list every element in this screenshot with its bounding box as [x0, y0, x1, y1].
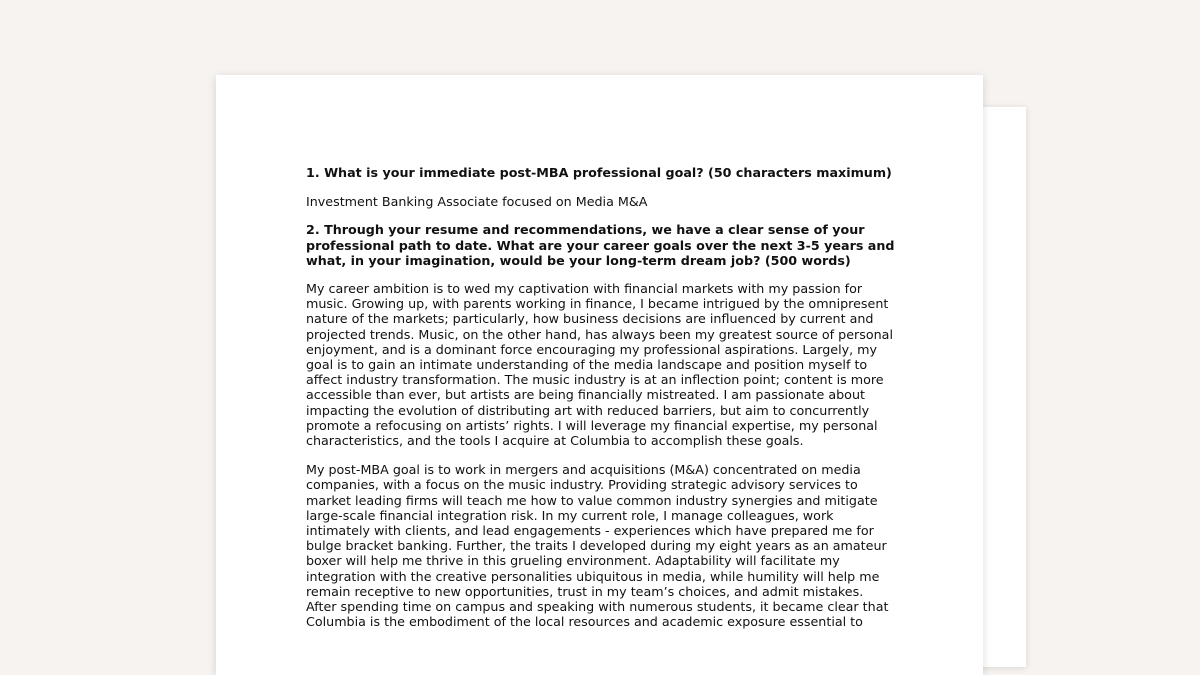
essay-paragraph-2: My post-MBA goal is to work in mergers and acquisitions (M&A) concentrated on media companies, with a focus on the music industry. Providing strategic advisory services to market leading firms will teach me how to value common industry synergies and mitigate large-scale financial integration risk. In my current role, I manage colleagues, work intimately with clients, and lead engagements - experiences which have prepared me for bulge bracket banking. Further, the traits I developed during my eight years as an amateur boxer will help me thrive in this grueling environment. Adaptability will facilitate my integration with the creative personalities ubiquitous in media, while humility will help me remain receptive to new opportunities, trust in my team’s choices, and admit mistakes. After spending time on campus and speaking with numerous students, it became clear that Columbia is the embodiment of the local resources and academic exposure essential to: [306, 462, 889, 630]
essay-paragraph-1: My career ambition is to wed my captivation with financial markets with my passion for music. Growing up, with parents working in finance, I became intrigued by the omnipresent nature of the markets; particularly, how business decisions are influenced by current and projected trends. Music, on the other hand, has always been my greatest source of personal enjoyment, and is a dominant force encouraging my professional aspirations. Largely, my goal is to gain an intimate understanding of the media landscape and position myself to affect industry transformation. The music industry is at an inflection point; content is more accessible than ever, but artists are being financially mistreated. I am passionate about impacting the evolution of distributing art with reduced barriers, but aim to concurrently promote a refocusing on artists’ rights. I will leverage my financial expertise, my personal characteristics, and the tools I acquire at Columbia to accomplish these goals.: [306, 281, 893, 449]
document-page: [216, 75, 983, 675]
essay-content: [306, 165, 896, 643]
answer-1: Investment Banking Associate focused on Media M&A: [306, 194, 648, 210]
question-2: 2. Through your resume and recommendations, we have a clear sense of your professional path to date. What are your career goals over the next 3-5 years and what, in your imagination, would be your long-term dream job? (500 words): [306, 222, 895, 268]
question-1: 1. What is your immediate post-MBA professional goal? (50 characters maximum): [306, 165, 892, 180]
